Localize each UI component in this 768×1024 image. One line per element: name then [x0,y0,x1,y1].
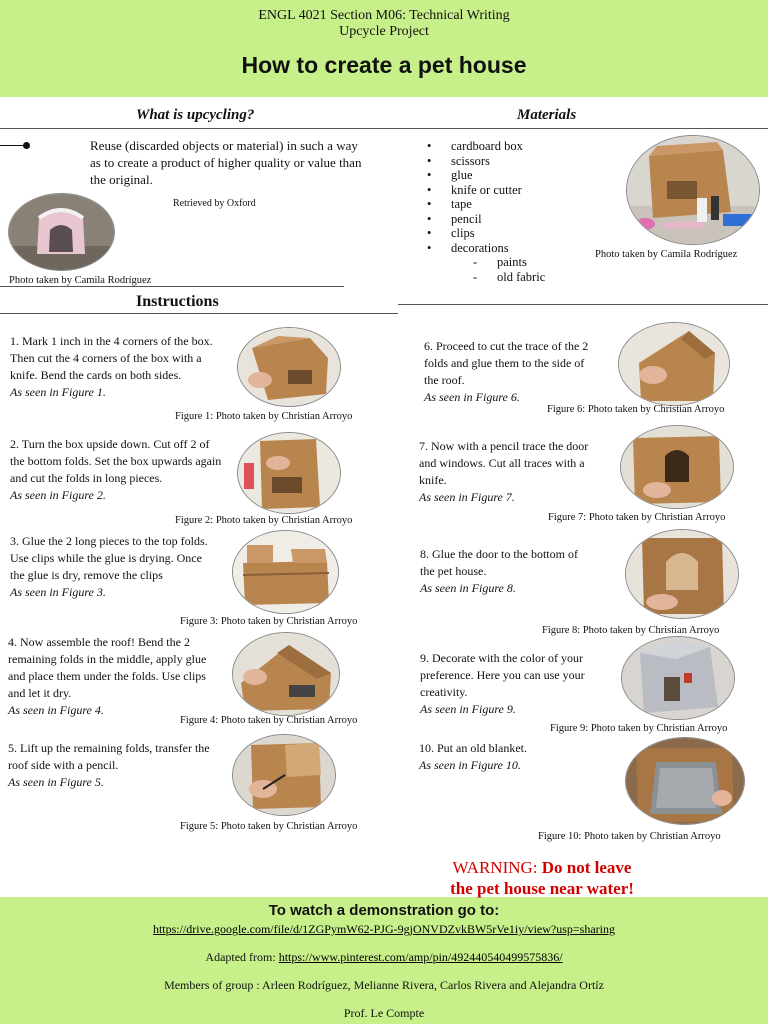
upcycle-photo-caption: Photo taken by Camila Rodríguez [9,275,152,286]
figure-9-photo [621,636,735,720]
main-content [0,97,768,897]
demo-link[interactable]: https://drive.google.com/file/d/1ZGPymW62-PJG-9gjONVDZvkBW5rVe1iy/view?usp=sharing [152,922,616,936]
figure-5-caption: Figure 5: Photo taken by Christian Arroyo [180,821,358,832]
list-item: • glue [427,168,473,182]
step-6: 6. Proceed to cut the trace of the 2 folds and glue them to the side of the roof. As seen in Figure 6. [424,339,589,404]
step-9: 9. Decorate with the color of your preference. Here you can use your creativity. As seen in Figure 9. [420,651,585,716]
page-footer [0,897,768,1024]
step-1: 1. Mark 1 inch in the 4 corners of the box. Then cut the 4 corners of the box with a knife. Bend the cards on both sides. As seen in Figure 1. [10,334,213,399]
instructions-heading: Instructions [136,293,219,310]
step-5: 5. Lift up the remaining folds, transfer the roof side with a pencil. As seen in Figure 5. [8,741,210,789]
figure-8-photo [625,529,739,619]
page-header [0,0,768,97]
page-title: How to create a pet house [241,52,527,78]
list-item: • cardboard box [427,139,523,153]
bullet-dot-icon [23,142,30,149]
materials-heading: Materials [517,107,577,123]
figure-7-caption: Figure 7: Photo taken by Christian Arroyo [548,512,726,523]
figure-9-caption: Figure 9: Photo taken by Christian Arroyo [550,723,728,734]
step-7: 7. Now with a pencil trace the door and windows. Cut all traces with a knife. As seen in Figure 7. [419,439,589,504]
list-item: • pencil [427,211,482,226]
figure-8-caption: Figure 8: Photo taken by Christian Arroyo [542,625,720,636]
demo-heading: To watch a demonstration go to: [268,902,500,919]
figure-6-photo [618,322,730,406]
step-8: 8. Glue the door to the bottom of the pet house. As seen in Figure 8. [420,547,578,595]
adapted-label: Adapted from: [205,950,279,964]
figure-10-caption: Figure 10: Photo taken by Christian Arroyo [538,831,721,842]
figure-1-caption: Figure 1: Photo taken by Christian Arroyo [175,411,353,422]
list-item: • clips [427,226,475,240]
figure-2-caption: Figure 2: Photo taken by Christian Arroyo [175,515,353,526]
upcycling-definition: Reuse (discarded objects or material) in such a way as to create a product of higher quality or value than the original. [90,138,362,187]
upcycling-heading: What is upcycling? [136,107,255,123]
divider [0,286,344,287]
divider [0,313,398,314]
figure-4-photo [232,632,340,716]
list-item: • scissors [427,153,490,168]
divider [398,128,768,129]
figure-7-photo [620,425,734,509]
list-subitem: - old fabric [473,269,546,284]
figure-5-photo [232,734,336,816]
list-item: • decorations - paints - old fabric [427,240,546,284]
materials-photo-caption: Photo taken by Camila Rodríguez [595,249,738,260]
step-10: 10. Put an old blanket. As seen in Figure 10. [419,741,527,772]
upcycle-photo [8,193,115,271]
materials-photo [626,135,760,245]
divider [398,304,768,305]
list-item: • knife or cutter [427,182,522,197]
group-members: Members of group : Arleen Rodríguez, Melianne Rivera, Carlos Rivera and Alejandra Ortíz [164,978,604,992]
step-3: 3. Glue the 2 long pieces to the top folds. Use clips while the glue is drying. Once the glue is dry, remove the clips As seen in Figure 3. [10,534,208,599]
warning-note: WARNING: Do not leave the pet house near water! [450,858,634,898]
figure-3-photo [232,530,339,614]
project-title: Upcycle Project [339,24,429,39]
step-2: 2. Turn the box upside down. Cut off 2 of the bottom folds. Set the box upwards again and cut the folds in long pieces. As seen in Figure 2. [10,437,222,502]
professor-name: Prof. Le Compte [343,1006,425,1020]
figure-1-photo [237,327,341,407]
adapted-link[interactable]: https://www.pinterest.com/amp/pin/492440540499575836/ [278,950,563,964]
materials-list [427,139,545,284]
figure-4-caption: Figure 4: Photo taken by Christian Arroyo [180,715,358,726]
step-4: 4. Now assemble the roof! Bend the 2 remaining folds in the middle, apply glue and place them under the folds. Use clips and let it dry. As seen in Figure 4. [8,635,207,717]
divider [0,128,398,129]
list-item: • tape [427,197,472,211]
list-subitem: - paints [473,255,527,269]
figure-10-photo [625,737,745,825]
course-title: ENGL 4021 Section M06: Technical Writing [258,8,510,23]
figure-3-caption: Figure 3: Photo taken by Christian Arroyo [180,616,358,627]
figure-2-photo [237,432,341,514]
definition-source: Retrieved by Oxford [173,198,256,209]
figure-6-caption: Figure 6: Photo taken by Christian Arroyo [547,404,725,415]
